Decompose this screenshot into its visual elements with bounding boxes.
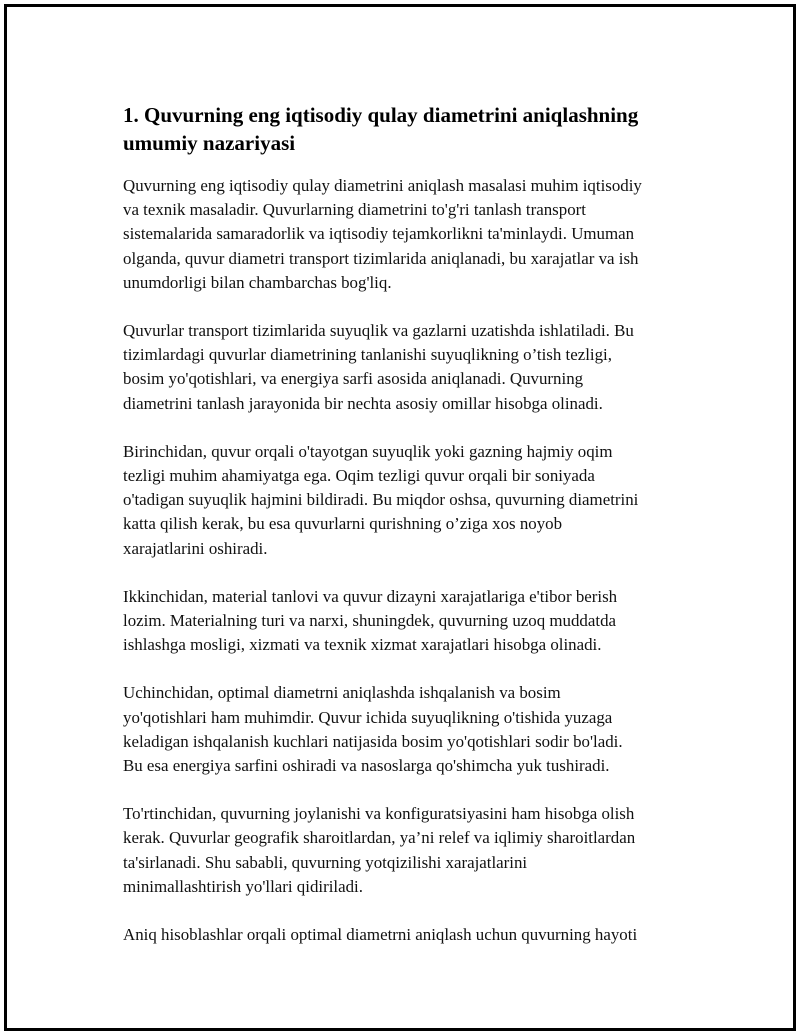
text-line: Quvurning eng iqtisodiy qulay diametrini aniqlash masalasi muhim iqtisodiy [123, 176, 642, 195]
text-line: unumdorligi bilan chambarchas bog'liq. [123, 272, 392, 292]
text-line: Ikkinchidan, material tanlovi va quvur dizayni xarajatlariga e'tibor berish [123, 586, 618, 606]
text-line: lozim. Materialning turi va narxi, shuningdek, quvurning uzoq muddatda [123, 611, 617, 631]
document-body [123, 101, 695, 971]
text-line: Birinchidan, quvur orqali o'tayotgan suyuqlik yoki gazning hajmiy oqim [123, 441, 613, 461]
text-line: olganda, quvur diametri transport tizimlarida aniqlanadi, bu xarajatlar va ish [123, 248, 639, 268]
paragraph-intro [123, 174, 695, 295]
text-line: Quvurlar transport tizimlarida suyuqlik va gazlarni uzatishda ishlatiladi. Bu [123, 321, 634, 341]
heading-line: umumiy nazariyasi [123, 131, 296, 155]
text-line: tizimlardagi quvurlar diametrining tanlanishi suyuqlikning o’tish tezligi, [123, 345, 612, 365]
text-line: katta qilish kerak, bu esa quvurlarni qurishning o’ziga xos noyob [123, 514, 563, 534]
text-line: ta'sirlanadi. Shu sababli, quvurning yotqizilishi xarajatlarini [123, 852, 528, 872]
section-heading [123, 101, 695, 157]
text-line: kerak. Quvurlar geografik sharoitlardan, ya’ni relef va iqlimiy sharoitlardan [123, 828, 636, 848]
text-line: yo'qotishlari ham muhimdir. Quvur ichida suyuqlikning o'tishida yuzaga [123, 707, 613, 727]
text-line: Aniq hisoblashlar orqali optimal diametrni aniqlash uchun quvurning hayoti [123, 925, 638, 945]
text-line: Bu esa energiya sarfini oshiradi va nasoslarga qo'shimcha yuk tushiradi. [123, 756, 610, 776]
paragraph-second-factor [123, 585, 695, 658]
paragraph-calculations [123, 923, 695, 947]
paragraph-first-factor [123, 440, 695, 561]
heading-line: 1. Quvurning eng iqtisodiy qulay diametrini aniqlashning [123, 103, 639, 127]
paragraph-transport-systems [123, 319, 695, 416]
text-line: keladigan ishqalanish kuchlari natijasida bosim yo'qotishlari sodir bo'ladi. [123, 731, 623, 751]
page-frame [4, 4, 796, 1031]
text-line: To'rtinchidan, quvurning joylanishi va konfiguratsiyasini ham hisobga olish [123, 804, 635, 824]
paragraph-fourth-factor [123, 802, 695, 899]
text-line: sistemalarida samaradorlik va iqtisodiy tejamkorlikni ta'minlaydi. Umuman [123, 224, 635, 244]
text-line: xarajatlarini oshiradi. [123, 538, 268, 558]
text-line: ishlashga mosligi, xizmati va texnik xizmat xarajatlari hisobga olinadi. [123, 635, 602, 655]
paragraph-third-factor [123, 681, 695, 778]
text-line: tezligi muhim ahamiyatga ega. Oqim tezligi quvur orqali bir soniyada [123, 466, 595, 486]
text-line: va texnik masaladir. Quvurlarning diametrini to'g'ri tanlash transport [123, 200, 586, 220]
text-line: minimallashtirish yo'llari qidiriladi. [123, 876, 363, 896]
text-line: Uchinchidan, optimal diametrni aniqlashda ishqalanish va bosim [123, 683, 561, 703]
text-line: diametrini tanlash jarayonida bir nechta asosiy omillar hisobga olinadi. [123, 393, 603, 413]
text-line: bosim yo'qotishlari, va energiya sarfi asosida aniqlanadi. Quvurning [123, 369, 584, 389]
text-line: o'tadigan suyuqlik hajmini bildiradi. Bu miqdor oshsa, quvurning diametrini [123, 490, 639, 510]
